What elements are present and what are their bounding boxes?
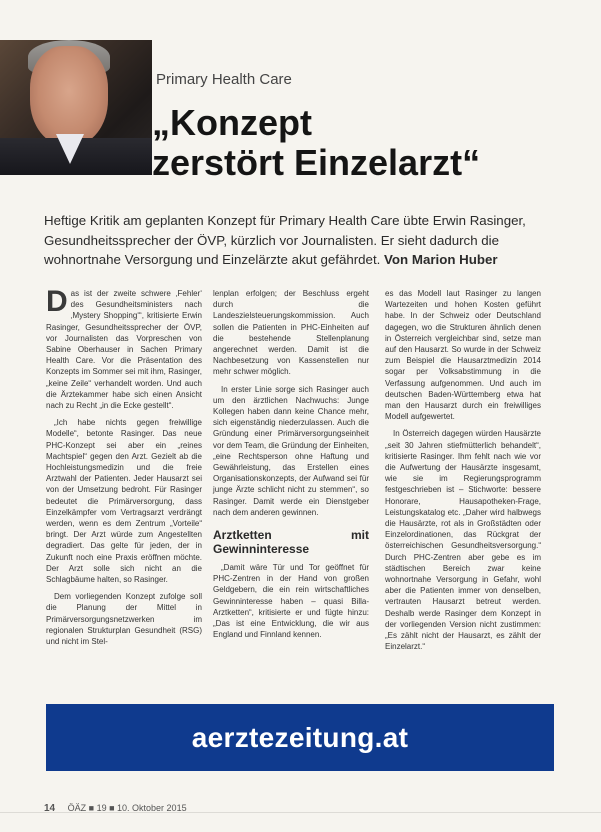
author-photo (0, 40, 152, 175)
column-paragraph: Dem vorliegenden Konzept zufolge soll die Planung der Mittel in Primärversorgungsnetzwerken im regionalen Strukturplan Gesundheit (RSG) und nicht im Stel- (46, 592, 202, 647)
lead-text: Heftige Kritik am geplanten Konzept für Primary Health Care übte Erwin Rasinger, Gesundheitssprecher der ÖVP, kürzlich vor Journalisten. Er sieht dadurch die wohnortnahe Versorgung und Einzelärzte akut gefährdet. (44, 213, 526, 267)
page-footer (44, 803, 187, 814)
column-paragraph (46, 285, 202, 411)
column-paragraph: In erster Linie sorge sich Rasinger auch um den ärztlichen Nachwuchs: Junge Kollegen haben dann keine Chance mehr, sich eigenständig niederzulassen. Auch die Gründung einer Primärversorgungseinheit vor dem Team, die Gründung der Einheiten, „eine Rechtsperson ohne Haftung und Gewährleistung, das Erstellen eines Organisationskonzepts, der Aufwand sei für junge Ärzte schlicht nicht zu stemmen“, so Rasinger. Damit werde ein Dienstgeber nach dem anderen gewinnen. (213, 384, 369, 517)
page-title (152, 103, 480, 183)
column-paragraph: „Ich habe nichts gegen freiwillige Modelle“, betonte Rasinger. Das neue PHC-Konzept sei aber ein „reines Machtspiel“ gegen den Arzt. Gezielt ab die Hochleistungsmedizin und die freie Arztwahl der Patienten. Jeder Hausarzt sei von der Umsetzung bedroht. Für Rasinger bedeutet die Primärversorgung, dass Einzelkämpfer vom Vertragsarzt verdrängt werden, wenn es dem Zentrum „Vorteile“ bringt. Der Arzt würde zum Angestellten degradiert. Das gelte für jeden, der in Zukunft noch eine Praxis eröffnen möchte. Der Arzt solle sich nicht an die Schlagbäume halten, so Rasinger. (46, 418, 202, 585)
article-column-1 (46, 285, 202, 653)
issue-info: ÖÄZ ■ 19 ■ 10. Oktober 2015 (67, 803, 187, 813)
page-number: 14 (44, 803, 56, 814)
column-paragraph: es das Modell laut Rasinger zu langen Wartezeiten und hohen Kosten geführt habe. In der Schweiz oder Deutschland dagegen, wo die Strukturen ähnlich denen in Österreich vergleichbar sind, setze man auf den Hausarzt. So wurde in der Schweiz zum Beispiel die Hausarztmedizin 2014 sogar per Volksabstimmung in die Verfassung aufgenommen. Und auch im deutschen Baden-Württemberg etwa hat man den Hausarzt durch ein freiwilliges Modell aufgewertet. (385, 289, 541, 422)
section-kicker: Primary Health Care (156, 71, 292, 88)
article-column-2 (213, 288, 369, 646)
column-paragraph: lenplan erfolgen; der Beschluss ergeht durch die Landeszielsteuerungskommission. Auch sollen die Patienten in PHC-Einheiten auf die bestehende Stellenplanung angerechnet werden. Damit ist die Nachbesetzung von Kassenstellen nur mehr schwer möglich. (213, 289, 369, 377)
author-byline: Von Marion Huber (384, 252, 498, 267)
headline-line-2: zerstört Einzelarzt“ (152, 142, 481, 183)
website-banner-text: aerztezeitung.at (191, 721, 409, 753)
lead-paragraph (44, 211, 566, 270)
section-subheading: Arztketten mit Gewinninteresse (213, 528, 369, 557)
column-paragraph: „Damit wäre Tür und Tor geöffnet für PHC-Zentren in der Hand von großen Geldgebern, die ein rein wirtschaftliches Gewinninteresse haben – quasi Billa-Arztketten“, kritisierte er und fügte hinzu: „Das ist eine Entwicklung, die wir aus England und Finnland kennen. (213, 563, 369, 640)
column-paragraph: In Österreich dagegen würden Hausärzte „seit 30 Jahren stiefmütterlich behandelt“, kritisierte Rasinger. Ihm fehlt nach wie vor die Aufwertung der Hausärzte insgesamt, wie sie im Regierungsprogramm festgeschrieben ist – Stichworte: bessere Honorare, Hausapotheken-Frage, Leistungskatalog etc. „Daher wird halbwegs die Hausärzte, rot als in Großstädten oder Einzelordinationen, das Rückgrat der österreichischen Gesundheitsversorgung.“ Durch PHC-Zentren aber gebe es im städtischen Bereich zwar keine wohnortnahe Versorgung in Gefahr, wohl aber die Patienten immer von denselben, vertrauten Hausarzt betreut werden. Deshalb werde Rasinger dem Konzept in der vorliegenden Version nicht zustimmen: „Es zählt nicht der Hausarzt, es zählt der Einzelarzt.“ (385, 429, 541, 652)
photo-face (30, 46, 108, 146)
website-banner[interactable] (46, 704, 554, 771)
headline-line-1: „Konzept (152, 102, 312, 143)
paragraph-text: as ist der zweite schwere ‚Fehler‘ des Gesundheitsministers nach ‚Mystery Shopping‘“, kritisierte Erwin Rasinger, Gesundheitssprecher der ÖVP, vor Journalisten das Vorpreschen von Sabine Oberhauser in Sachen Primary Health Care. Vor die Präsentation des Konzepts im Sommer sei mit ihm, Rasinger, „keine Zeile“ verhandelt worden. Und auch die Ärztekammer habe sich einen Ansicht nach zu Recht „in die Ecke gestellt“. (46, 289, 202, 411)
drop-cap: D (46, 285, 68, 318)
article-column-3 (385, 288, 541, 659)
